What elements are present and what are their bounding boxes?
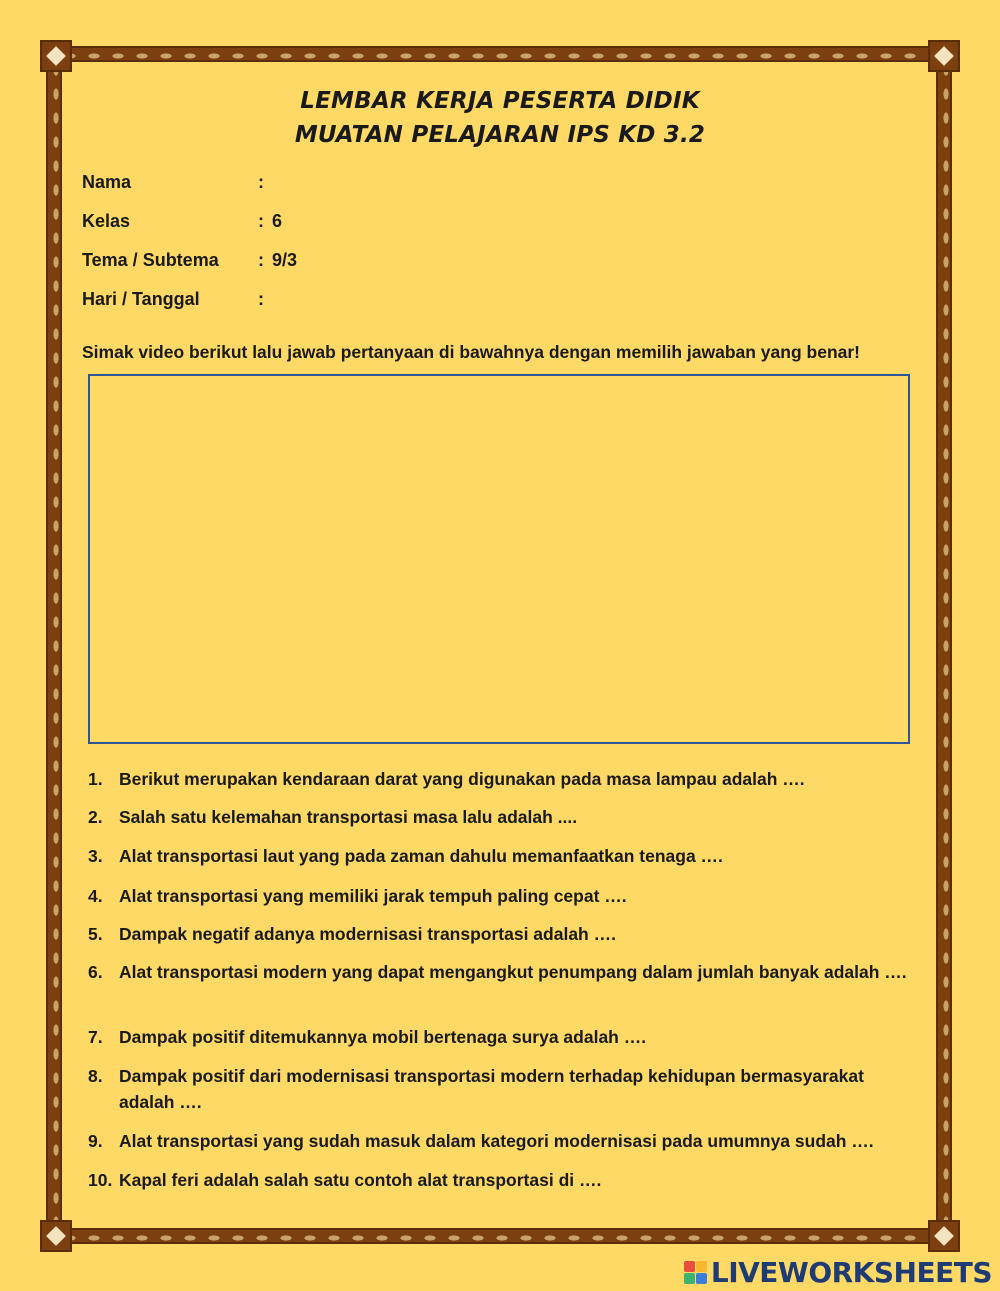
field-colon: :	[258, 211, 264, 231]
question-text: Dampak positif ditemukannya mobil bertenaga surya adalah ….	[119, 1027, 647, 1047]
frame-left-border	[46, 58, 62, 1234]
frame-top-border	[58, 46, 944, 62]
video-embed-area[interactable]	[88, 374, 910, 744]
field-value-kelas: 6	[272, 211, 283, 231]
question-item	[88, 766, 918, 792]
question-text: Dampak negatif adanya modernisasi transportasi adalah ….	[119, 924, 616, 944]
question-number: 3.	[88, 846, 103, 866]
field-label: Hari / Tanggal	[82, 289, 200, 309]
question-number: 2.	[88, 807, 103, 827]
logo-tile-l	[684, 1261, 695, 1272]
question-text: Kapal feri adalah salah satu contoh alat transportasi di ….	[119, 1170, 602, 1190]
logo-tile-v	[684, 1273, 695, 1284]
question-item	[88, 1128, 918, 1154]
logo-tile-e	[696, 1273, 707, 1284]
instruction-text: Simak video berikut lalu jawab pertanyaan di bawahnya dengan memilih jawaban yang benar!	[82, 342, 860, 362]
field-colon: :	[258, 172, 264, 192]
question-number: 6.	[88, 962, 103, 982]
question-number: 1.	[88, 769, 103, 789]
question-text: Alat transportasi modern yang dapat mengangkut penumpang dalam jumlah banyak adalah ….	[119, 962, 907, 982]
frame-corner-ornament-top-left	[40, 40, 72, 72]
field-tema-subtema	[82, 250, 297, 271]
field-hari-tanggal	[82, 289, 272, 310]
field-colon: :	[258, 250, 264, 270]
question-number: 8.	[88, 1066, 103, 1086]
frame-bottom-border	[58, 1228, 944, 1244]
question-text: Salah satu kelemahan transportasi masa lalu adalah ....	[119, 807, 578, 827]
question-item	[88, 1167, 918, 1193]
liveworksheets-wordmark: LIVEWORKSHEETS	[710, 1256, 992, 1289]
liveworksheets-logo-icon	[684, 1261, 707, 1284]
frame-corner-ornament-bottom-right	[928, 1220, 960, 1252]
field-label: Nama	[82, 172, 132, 192]
frame-corner-ornament-bottom-left	[40, 1220, 72, 1252]
question-number: 7.	[88, 1027, 103, 1047]
liveworksheets-logo[interactable]	[684, 1256, 992, 1289]
question-text: Alat transportasi yang memiliki jarak tempuh paling cepat ….	[119, 886, 627, 906]
question-text: Alat transportasi laut yang pada zaman dahulu memanfaatkan tenaga ….	[119, 846, 723, 866]
field-colon: :	[258, 289, 264, 309]
question-item	[88, 804, 918, 830]
worksheet-title-line-2: MUATAN PELAJARAN IPS KD 3.2	[294, 122, 706, 148]
logo-tile-i	[696, 1261, 707, 1272]
frame-corner-ornament-top-right	[928, 40, 960, 72]
question-text: Berikut merupakan kendaraan darat yang digunakan pada masa lampau adalah ….	[119, 769, 805, 789]
question-item	[88, 1063, 918, 1115]
field-label: Kelas	[82, 211, 131, 231]
question-item	[88, 843, 918, 869]
frame-right-border	[936, 58, 952, 1234]
worksheet-title-line-1: LEMBAR KERJA PESERTA DIDIK	[300, 88, 700, 114]
question-text: Dampak positif dari modernisasi transportasi modern terhadap kehidupan bermasyarakat adalah ….	[119, 1066, 864, 1112]
question-text: Alat transportasi yang sudah masuk dalam kategori modernisasi pada umumnya sudah ….	[119, 1131, 874, 1151]
field-kelas	[82, 211, 282, 232]
question-number: 9.	[88, 1131, 103, 1151]
question-item	[88, 1024, 918, 1050]
question-number: 4.	[88, 886, 103, 906]
question-number: 10.	[88, 1170, 113, 1190]
field-label: Tema / Subtema	[82, 250, 219, 270]
question-number: 5.	[88, 924, 103, 944]
question-item	[88, 959, 918, 985]
question-item	[88, 921, 918, 947]
question-item	[88, 883, 918, 909]
field-value-tema: 9/3	[272, 250, 298, 270]
field-nama	[82, 172, 272, 193]
